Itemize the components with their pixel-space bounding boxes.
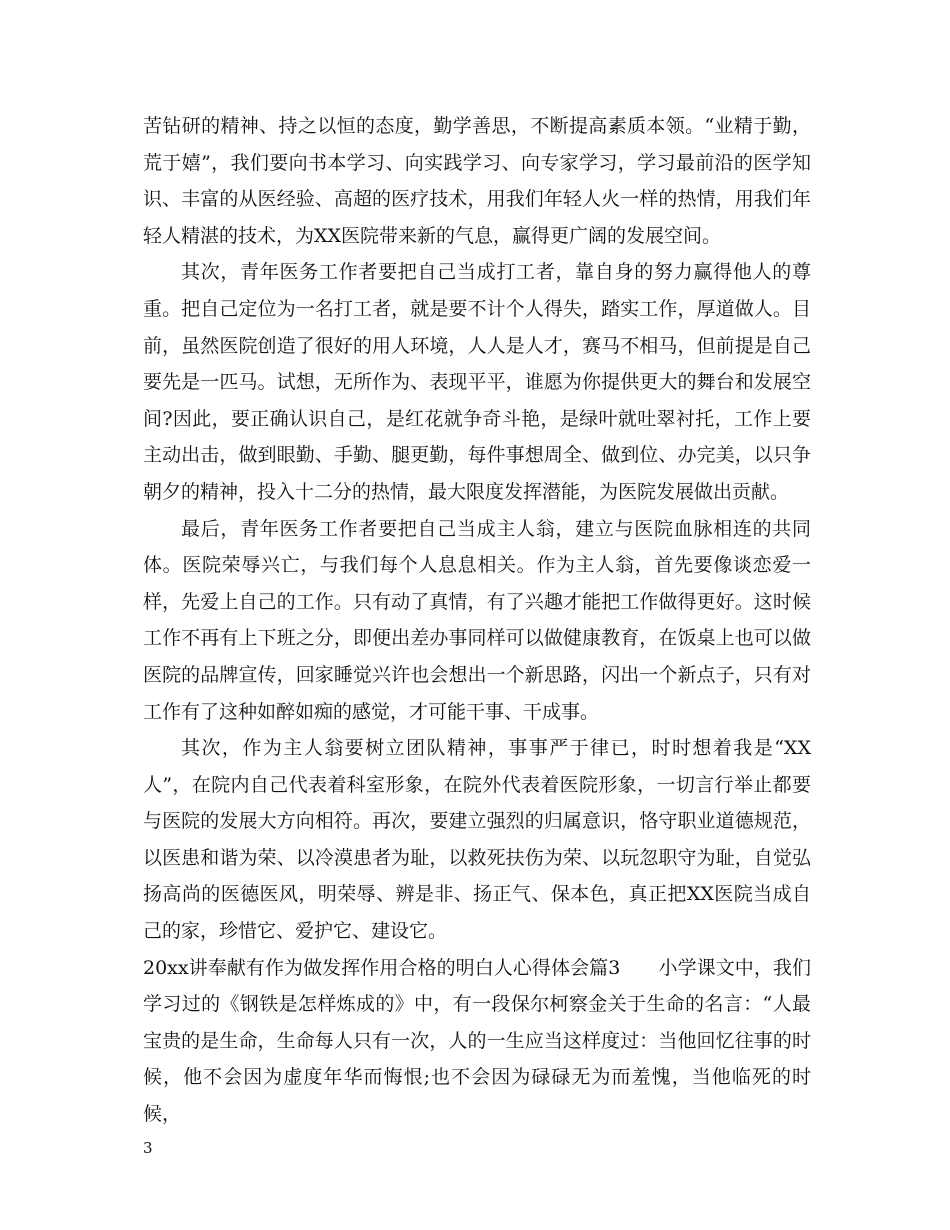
paragraph-5: 20xx讲奉献有作为做发挥作用合格的明白人心得体会篇3 小学课文中，我们学习过的《钢铁是怎样炼成的》中，有一段保尔柯察金关于生命的名言：“人最宝贵的是生命，生命每人只有一次，人的一生应当这样度过：当他回忆往事的时候，他不会因为虚度年华而悔恨;也不会因为碌碌无为而羞愧，当他临死的时候， bbox=[143, 956, 811, 1126]
page-number: 3 bbox=[143, 1139, 153, 1157]
paragraph-4: 其次，作为主人翁要树立团队精神，事事严于律已，时时想着我是“XX人”，在院内自己代表着科室形象，在院外代表着医院形象，一切言行举止都要与医院的发展大方向相符。再次，要建立强烈的归属意识，恪守职业道德规范，以医患和谐为荣、以冷漠患者为耻，以救死扶伤为荣、以玩忽职守为耻，自觉弘扬高尚的医德医风，明荣辱、辨是非、扬正气、保本色，真正把XX医院当成自己的家，珍惜它、爱护它、建设它。 bbox=[143, 737, 811, 943]
paragraph-3: 最后，青年医务工作者要把自己当成主人翁，建立与医院血脉相连的共同体。医院荣辱兴亡，与我们每个人息息相关。作为主人翁，首先要像谈恋爱一样，先爱上自己的工作。只有动了真情，有了兴趣才能把工作做得更好。这时候工作不再有上下班之分，即便出差办事同样可以做健康教育，在饭桌上也可以做医院的品牌宣传，回家睡觉兴许也会想出一个新思路，闪出一个新点子，只有对工作有了这种如醉如痴的感觉，才可能干事、干成事。 bbox=[143, 517, 811, 723]
paragraph-1: 苦钻研的精神、持之以恒的态度，勤学善思，不断提高素质本领。“业精于勤，荒于嬉”，我们要向书本学习、向实践学习、向专家学习，学习最前沿的医学知识、丰富的从医经验、高超的医疗技术，用我们年轻人火一样的热情，用我们年轻人精湛的技术，为XX医院带来新的气息，赢得更广阔的发展空间。 bbox=[143, 115, 811, 247]
paragraph-2: 其次，青年医务工作者要把自己当成打工者，靠自身的努力赢得他人的尊重。把自己定位为一名打工者，就是要不计个人得失，踏实工作，厚道做人。目前，虽然医院创造了很好的用人环境，人人是人才，赛马不相马，但前提是自己要先是一匹马。试想，无所作为、表现平平，谁愿为你提供更大的舞台和发展空间?因此，要正确认识自己，是红花就争奇斗艳，是绿叶就吐翠衬托，工作上要主动出击，做到眼勤、手勤、腿更勤，每件事想周全、做到位、办完美，以只争朝夕的精神，投入十二分的热情，最大限度发挥潜能，为医院发展做出贡献。 bbox=[143, 261, 811, 503]
document-body bbox=[143, 108, 811, 1133]
